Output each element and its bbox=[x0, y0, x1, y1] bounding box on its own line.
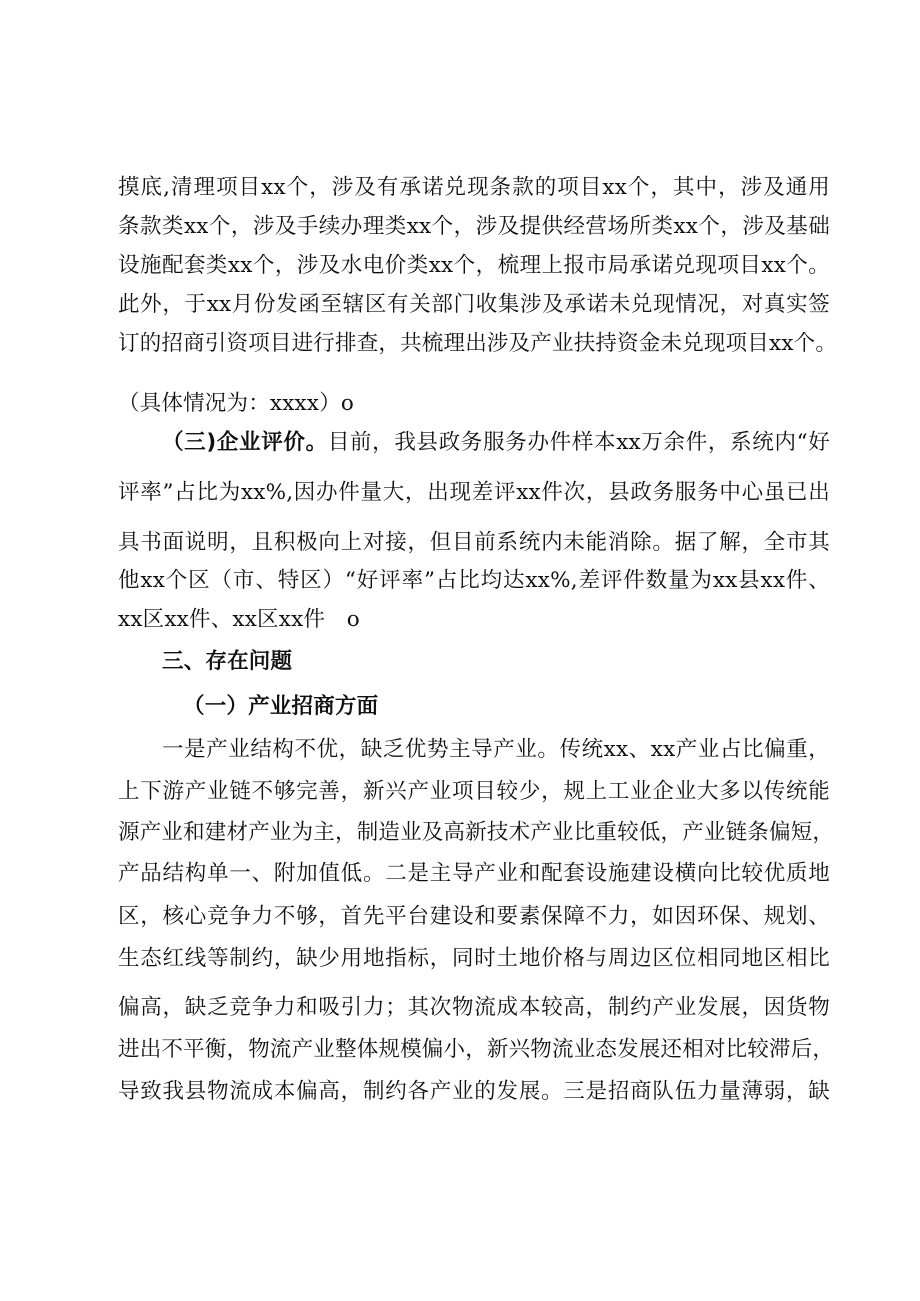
paragraph-1-line-6: （具体情况为：xxxx）o bbox=[118, 391, 355, 416]
paragraph-1-line-1: 摸底,清理项目xx个，涉及有承诺兑现条款的项目xx个，其中，涉及通用 bbox=[118, 175, 830, 200]
paragraph-2-line-2: 评率”占比为xx%,因办件量大，出现差评xx件次，县政务服务中心虽已出 bbox=[118, 480, 830, 505]
paragraph-3-line-7: 偏高，缺乏竞争力和吸引力；其次物流成本较高，制约产业发展，因货物 bbox=[118, 995, 830, 1020]
paragraph-2-lead-heading: （三)企业评价。 bbox=[162, 430, 328, 455]
paragraph-2-line-4: 他xx个区（市、特区）“好评率”占比均达xx%,差评件数量为xx县xx件、 bbox=[118, 568, 830, 593]
paragraph-2-line-5: xx区xx件、xx区xx件 o bbox=[118, 607, 360, 632]
paragraph-1-line-3: 设施配套类xx个，涉及水电价类xx个，梳理上报市局承诺兑现项目xx个。 bbox=[118, 253, 830, 278]
paragraph-3-line-2: 上下游产业链不够完善，新兴产业项目较少，规上工业企业大多以传统能 bbox=[118, 779, 830, 804]
paragraph-3-line-6: 生态红线等制约，缺少用地指标，同时土地价格与周边区位相同地区相比 bbox=[118, 946, 830, 971]
paragraph-2-line-3: 具书面说明，且积极向上对接，但目前系统内未能消除。据了解，全市其 bbox=[118, 530, 830, 555]
paragraph-3-line-5: 区，核心竞争力不够，首先平台建设和要素保障不力，如因环保、规划、 bbox=[118, 904, 830, 929]
paragraph-3-line-3: 源产业和建材产业为主，制造业及高新技术产业比重较低，产业链条偏短， bbox=[118, 820, 835, 845]
section-title: 三、存在问题 bbox=[162, 649, 293, 674]
paragraph-3-line-8: 进出不平衡，物流产业整体规模偏小，新兴物流业态发展还相对比较滞后， bbox=[118, 1037, 835, 1062]
paragraph-2-line-1 bbox=[162, 428, 830, 458]
subsection-title: （一）产业招商方面 bbox=[183, 694, 379, 719]
paragraph-1-line-4: 此外，于xx月份发函至辖区有关部门收集涉及承诺未兑现情况，对真实签 bbox=[118, 292, 830, 317]
paragraph-3-line-1: 一是产业结构不优，缺乏优势主导产业。传统xx、xx产业占比偏重， bbox=[162, 737, 830, 762]
paragraph-1-line-5: 订的招商引资项目进行排查，共梳理出涉及产业扶持资金未兑现项目xx个。 bbox=[118, 331, 838, 356]
paragraph-3-line-4: 产品结构单一、附加值低。二是主导产业和配套设施建设横向比较优质地 bbox=[118, 861, 830, 886]
paragraph-3-line-9: 导致我县物流成本偏高，制约各产业的发展。三是招商队伍力量薄弱，缺 bbox=[118, 1079, 830, 1104]
paragraph-1-line-2: 条款类xx个，涉及手续办理类xx个，涉及提供经营场所类xx个，涉及基础 bbox=[118, 214, 830, 239]
paragraph-2-line-1-text: 目前，我县政务服务办件样本xx万余件，系统内“好 bbox=[327, 430, 831, 455]
